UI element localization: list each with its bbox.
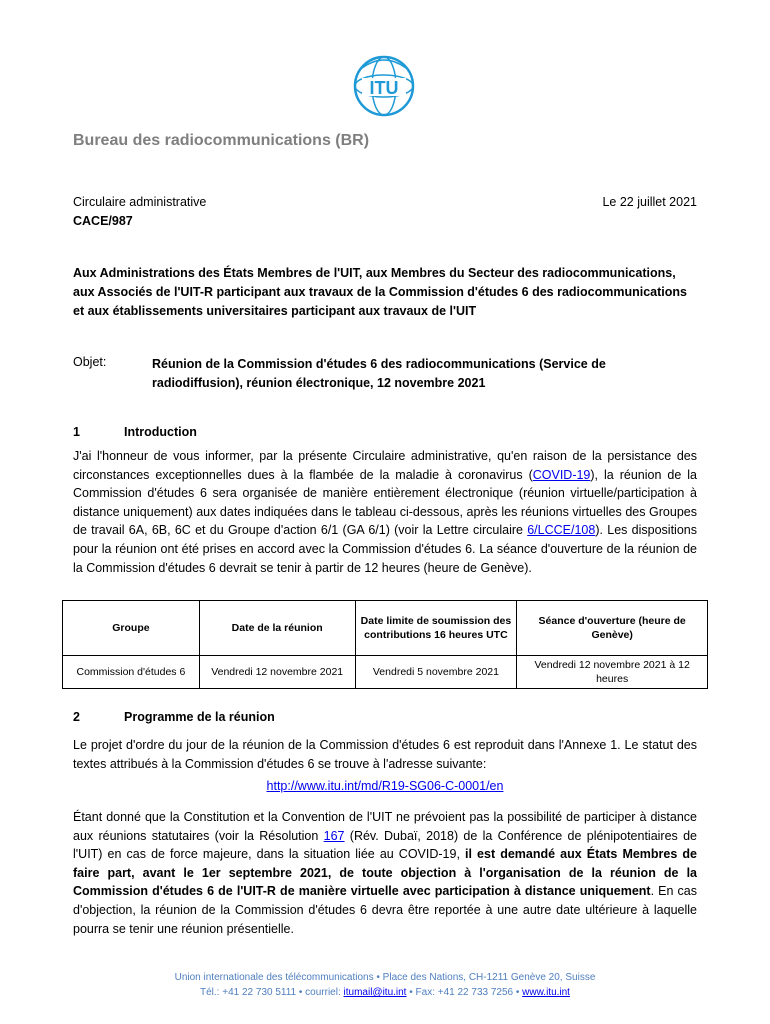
- table-header-cell: Groupe: [63, 601, 200, 656]
- section-2-number: 2: [73, 710, 80, 724]
- table-cell: Vendredi 12 novembre 2021: [199, 656, 355, 689]
- addressees: Aux Administrations des États Membres de l'UIT, aux Membres du Secteur des radiocommunications, aux Associés de l'UIT-R participant aux travaux de la Commission d'études 6 des radiocommunications et aux établissements universitaires participant aux travaux de l'UIT: [73, 266, 687, 318]
- circular-date: Le 22 juillet 2021: [602, 195, 697, 209]
- meeting-table: [62, 600, 708, 689]
- objection-paragraph: Étant donné que la Constitution et la Convention de l'UIT ne prévoient pas la possibilité de participer à distance aux réunions statutaires (voir la Résolution 167 (Rév. Dubaï, 2018) de la Conférence de plénipotentiaires de l'UIT) en cas de force majeure, dans la situation liée au COVID-19, il est demandé aux États Membres de faire part, avant le 1er septembre 2021, de toute objection à l'organisation de la réunion de la Commission d'études 6 de l'UIT-R de manière virtuelle avec participation à distance uniquement. En cas d'objection, la réunion de la Commission d'études 6 devra être reportée à une autre date ultérieure à laquelle pourra se tenir une réunion présentielle.: [73, 810, 698, 936]
- circular-letter-link[interactable]: 6/LCCE/108: [527, 523, 596, 538]
- table-header-cell: Séance d'ouverture (heure de Genève): [517, 601, 708, 656]
- covid-19-link[interactable]: COVID-19: [532, 467, 591, 482]
- section-2-title: Programme de la réunion: [124, 710, 275, 724]
- email-link[interactable]: itumail@itu.int: [343, 987, 407, 998]
- section-1-number: 1: [73, 425, 80, 439]
- table-header-cell: Date limite de soumission des contributions 16 heures UTC: [355, 601, 517, 656]
- status-url-link[interactable]: http://www.itu.int/md/R19-SG06-C-0001/en: [266, 779, 504, 793]
- table-row: [63, 656, 708, 689]
- circular-label: Circulaire administrative: [73, 195, 207, 209]
- table-header-cell: Date de la réunion: [199, 601, 355, 656]
- circular-reference: CACE/987: [73, 214, 133, 228]
- introduction-paragraph: J'ai l'honneur de vous informer, par la présente Circulaire administrative, qu'en raison de la persistance des circonstances exceptionnelles dues à la flambée de la maladie à coronavirus (COVID-19), la réunion de la Commission d'études 6 sera organisée de manière entièrement électronique (réunion virtuelle/participation à distance uniquement) aux dates indiquées dans le tableau ci-dessous, après les réunions virtuelles des Groupes de travail 6A, 6B, 6C et du Groupe d'action 6/1 (GA 6/1) (voir la Lettre circulaire 6/LCCE/108). Les dispositions pour la réunion ont été prises en accord avec la Commission d'études 6. La séance d'ouverture de la réunion de la Commission d'études 6 devrait se tenir à partir de 12 heures (heure de Genève).: [73, 449, 697, 575]
- table-header-row: [63, 601, 708, 656]
- table-cell: Commission d'études 6: [63, 656, 200, 689]
- resolution-167-link[interactable]: 167: [323, 828, 345, 843]
- bureau-title: Bureau des radiocommunications (BR): [73, 132, 370, 149]
- footer-contact: Tél.: +41 22 730 5111 • courriel: itumail@itu.int • Fax: +41 22 733 7256 • www.itu.int: [200, 987, 570, 998]
- website-link[interactable]: www.itu.int: [522, 987, 570, 998]
- itu-logo-icon: [352, 54, 416, 118]
- footer-address: Union internationale des télécommunications • Place des Nations, CH-1211 Genève 20, Suisse: [174, 972, 596, 983]
- subject-label: Objet:: [73, 355, 107, 369]
- subject-text: Réunion de la Commission d'études 6 des radiocommunications (Service de radiodiffusion), réunion électronique, 12 novembre 2021: [152, 357, 606, 390]
- table-cell: Vendredi 12 novembre 2021 à 12 heures: [517, 656, 708, 689]
- section-1-title: Introduction: [124, 425, 197, 439]
- programme-paragraph: Le projet d'ordre du jour de la réunion de la Commission d'études 6 est reproduit dans l'Annexe 1. Le statut des textes attribués à la Commission d'études 6 se trouve à l'adresse suivante:: [73, 738, 697, 771]
- table-cell: Vendredi 5 novembre 2021: [355, 656, 517, 689]
- status-url-line: [0, 779, 770, 793]
- svg-text:ITU: ITU: [369, 78, 399, 98]
